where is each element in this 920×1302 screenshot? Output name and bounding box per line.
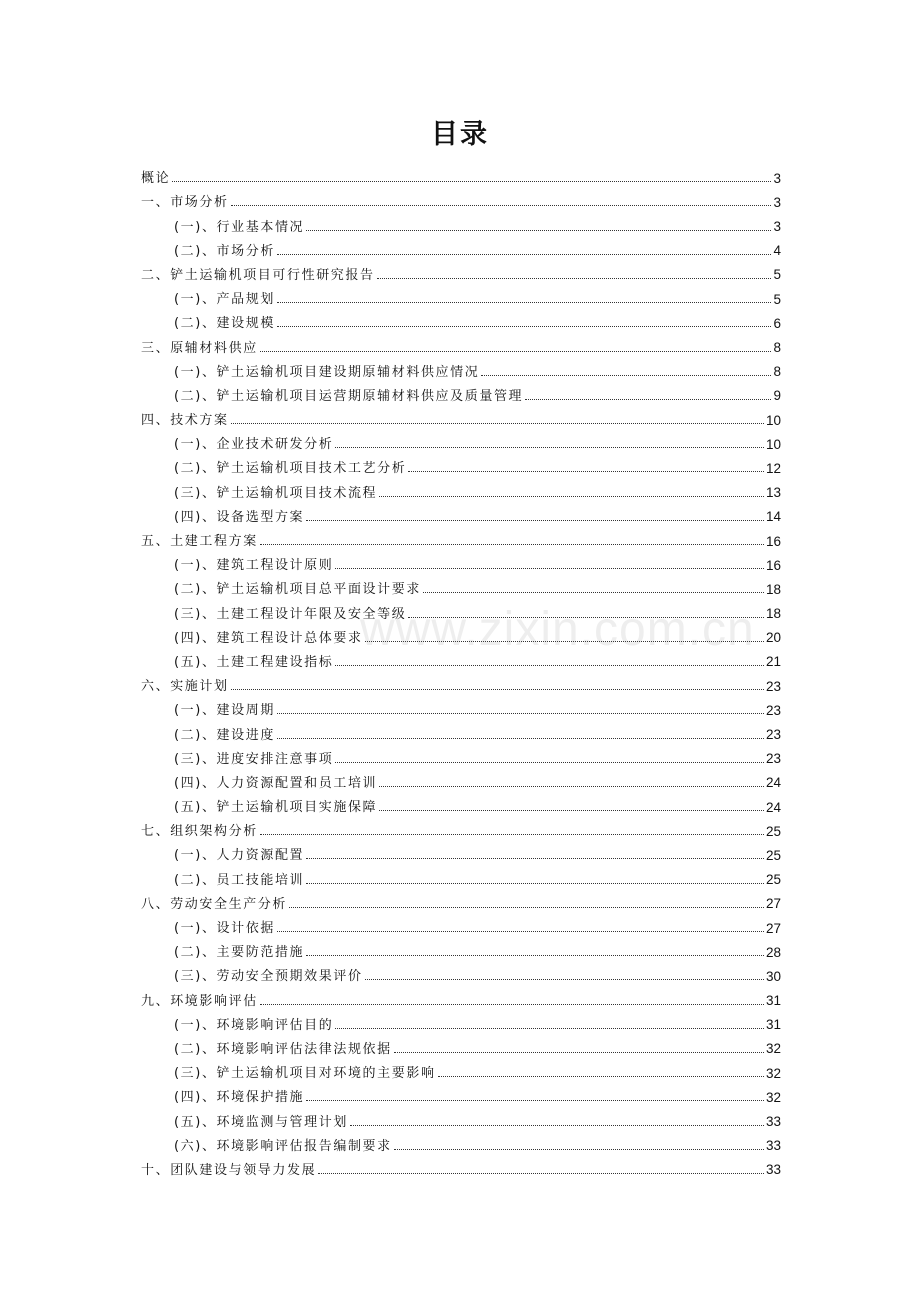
- toc-entry-page-number: 31: [765, 993, 781, 1009]
- dot-leader: [277, 931, 764, 932]
- toc-entry-title: 六、实施计划: [141, 679, 229, 695]
- toc-entry[interactable]: [141, 862, 781, 886]
- dot-leader: [423, 592, 764, 593]
- toc-entry-title: (四)、环境保护措施: [174, 1090, 305, 1106]
- toc-entry-title: (一)、铲土运输机项目建设期原辅材料供应情况: [174, 364, 480, 380]
- dot-leader: [306, 883, 764, 884]
- toc-entry[interactable]: [141, 330, 781, 354]
- toc-entry-title: (一)、设计依据: [174, 921, 275, 936]
- toc-entry-page-number: 28: [765, 944, 781, 960]
- dot-leader: [394, 1052, 764, 1053]
- toc-entry[interactable]: [141, 790, 781, 814]
- toc-entry-title: (一)、行业基本情况: [174, 219, 305, 235]
- toc-entry-title: (三)、进度安排注意事项: [174, 751, 334, 767]
- dot-leader: [335, 762, 764, 763]
- toc-entry-page-number: 32: [765, 1089, 781, 1105]
- toc-entry[interactable]: [141, 427, 781, 451]
- dot-leader: [306, 955, 764, 956]
- dot-leader: [335, 447, 764, 448]
- watermark: www.zixin.com.cn: [360, 603, 755, 656]
- dot-leader: [350, 1125, 764, 1126]
- toc-entry[interactable]: [141, 887, 781, 911]
- toc-entry-title: 二、铲土运输机项目可行性研究报告: [141, 267, 375, 283]
- dot-leader: [277, 254, 772, 255]
- toc-entry-page-number: 10: [765, 436, 781, 452]
- toc-entry[interactable]: [141, 1008, 781, 1032]
- toc-entry-page-number: 14: [765, 509, 781, 525]
- toc-entry-title: (三)、土建工程设计年限及安全等级: [174, 606, 407, 622]
- toc-entry-title: (二)、主要防范措施: [174, 945, 305, 961]
- dot-leader: [260, 1004, 764, 1005]
- dot-leader: [306, 858, 764, 859]
- dot-leader: [231, 423, 764, 424]
- toc-entry-page-number: 33: [765, 1114, 781, 1129]
- toc-entry-page-number: 10: [765, 412, 781, 428]
- toc-entry-page-number: 25: [765, 872, 781, 888]
- toc-entry-title: (二)、铲土运输机项目运营期原辅材料供应及质量管理: [174, 388, 524, 404]
- toc-entry-page-number: 24: [765, 775, 781, 791]
- toc-entry[interactable]: [141, 524, 781, 548]
- toc-entry-page-number: 4: [773, 243, 781, 259]
- dot-leader: [289, 907, 764, 908]
- toc-entry-page-number: 32: [765, 1065, 781, 1081]
- toc-entry-page-number: 23: [765, 727, 781, 742]
- toc-entry[interactable]: [141, 209, 781, 233]
- dot-leader: [335, 665, 764, 666]
- toc-entry-page-number: 27: [765, 896, 781, 912]
- toc-entry-title: 八、劳动安全生产分析: [141, 896, 288, 912]
- toc-entry-title: (二)、建设规模: [174, 316, 275, 332]
- toc-entry[interactable]: [141, 234, 781, 258]
- toc-entry[interactable]: [141, 911, 781, 935]
- dot-leader: [408, 471, 764, 472]
- toc-entry-page-number: 23: [765, 678, 781, 694]
- toc-entry-title: 七、组织架构分析: [141, 824, 258, 840]
- toc-entry-title: (四)、建筑工程设计总体要求: [174, 630, 363, 646]
- toc-entry-title: (四)、设备选型方案: [174, 509, 305, 525]
- dot-leader: [379, 786, 764, 787]
- table-of-contents: [141, 161, 781, 1177]
- toc-entry-page-number: 21: [765, 654, 781, 670]
- toc-entry[interactable]: [141, 1056, 781, 1080]
- toc-entry-title: 一、市场分析: [141, 195, 229, 211]
- toc-entry-page-number: 18: [765, 606, 781, 622]
- toc-entry-title: (六)、环境影响评估报告编制要求: [174, 1138, 392, 1154]
- toc-entry[interactable]: [141, 693, 781, 717]
- toc-entry-title: (三)、铲土运输机项目对环境的主要影响: [174, 1066, 436, 1082]
- dot-leader: [394, 1149, 764, 1150]
- dot-leader: [318, 1173, 764, 1174]
- toc-entry-title: (二)、建设进度: [174, 727, 275, 743]
- toc-entry-title: (五)、环境监测与管理计划: [174, 1114, 348, 1130]
- toc-entry[interactable]: [141, 403, 781, 427]
- toc-entry-page-number: 3: [773, 219, 781, 235]
- toc-entry[interactable]: [141, 983, 781, 1007]
- toc-entry[interactable]: [141, 379, 781, 403]
- dot-leader: [306, 230, 771, 231]
- toc-entry-title: (二)、铲土运输机项目总平面设计要求: [174, 582, 421, 598]
- toc-entry[interactable]: [141, 1129, 781, 1153]
- dot-leader: [365, 979, 764, 980]
- dot-leader: [277, 326, 772, 327]
- dot-leader: [335, 568, 764, 569]
- toc-entry-title: (五)、土建工程建设指标: [174, 654, 334, 670]
- toc-entry-title: (二)、环境影响评估法律法规依据: [174, 1041, 392, 1057]
- toc-entry[interactable]: [141, 766, 781, 790]
- toc-entry-title: (一)、产品规划: [174, 292, 275, 308]
- toc-entry[interactable]: [141, 742, 781, 766]
- toc-entry-title: 四、技术方案: [141, 413, 229, 429]
- toc-entry-page-number: 27: [765, 920, 781, 936]
- toc-entry[interactable]: [141, 814, 781, 838]
- toc-entry-title: (二)、铲土运输机项目技术工艺分析: [174, 461, 407, 477]
- toc-entry-page-number: 25: [765, 847, 781, 863]
- toc-entry[interactable]: [141, 1032, 781, 1056]
- toc-entry[interactable]: [141, 185, 781, 209]
- toc-entry-title: (二)、员工技能培训: [174, 872, 305, 888]
- toc-entry-title: (五)、铲土运输机项目实施保障: [174, 800, 378, 816]
- toc-entry[interactable]: [141, 1104, 781, 1128]
- toc-entry[interactable]: [141, 1080, 781, 1104]
- toc-entry-title: (二)、市场分析: [174, 243, 275, 259]
- dot-leader: [231, 689, 764, 690]
- dot-leader: [525, 399, 771, 400]
- dot-leader: [277, 302, 772, 303]
- toc-entry-title: 九、环境影响评估: [141, 993, 258, 1009]
- dot-leader: [277, 738, 764, 739]
- toc-entry-page-number: 31: [765, 1017, 781, 1033]
- toc-entry-page-number: 30: [765, 968, 781, 984]
- dot-leader: [379, 810, 764, 811]
- toc-entry-page-number: 16: [765, 557, 781, 573]
- toc-entry-title: 十、团队建设与领导力发展: [141, 1162, 317, 1178]
- toc-entry[interactable]: [141, 548, 781, 572]
- toc-entry[interactable]: [141, 669, 781, 693]
- toc-entry-page-number: 9: [773, 388, 781, 404]
- toc-entry-page-number: 5: [773, 267, 781, 283]
- toc-entry-title: (一)、环境影响评估目的: [174, 1017, 334, 1033]
- toc-entry-title: (一)、建设周期: [174, 703, 275, 719]
- toc-entry-title: (三)、劳动安全预期效果评价: [174, 969, 363, 985]
- dot-leader: [172, 181, 771, 182]
- toc-entry[interactable]: [141, 451, 781, 475]
- toc-entry-page-number: 3: [773, 194, 781, 210]
- toc-entry-title: (一)、建筑工程设计原则: [174, 558, 334, 574]
- toc-entry[interactable]: [141, 500, 781, 524]
- toc-entry-page-number: 8: [773, 364, 781, 380]
- toc-entry[interactable]: [141, 1153, 781, 1177]
- toc-entry-page-number: 13: [765, 485, 781, 501]
- toc-entry-page-number: 25: [765, 823, 781, 839]
- toc-entry[interactable]: [141, 959, 781, 983]
- toc-entry[interactable]: [141, 572, 781, 596]
- dot-leader: [260, 351, 772, 352]
- toc-entry[interactable]: [141, 838, 781, 862]
- toc-entry-page-number: 33: [765, 1162, 781, 1178]
- page-title: 目录: [431, 119, 489, 150]
- toc-entry-title: (一)、人力资源配置: [174, 848, 305, 864]
- toc-entry-page-number: 32: [765, 1041, 781, 1057]
- toc-entry-page-number: 5: [773, 291, 781, 307]
- dot-leader: [231, 205, 772, 206]
- toc-entry-title: (四)、人力资源配置和员工培训: [174, 775, 378, 791]
- toc-entry-page-number: 20: [765, 630, 781, 646]
- toc-entry-page-number: 24: [765, 799, 781, 815]
- toc-entry-page-number: 23: [765, 702, 781, 718]
- dot-leader: [260, 544, 764, 545]
- dot-leader: [277, 713, 764, 714]
- toc-entry[interactable]: [141, 355, 781, 379]
- dot-leader: [335, 1028, 764, 1029]
- toc-entry[interactable]: [141, 258, 781, 282]
- toc-entry-title: (一)、企业技术研发分析: [174, 437, 334, 453]
- toc-entry-title: 三、原辅材料供应: [141, 340, 258, 356]
- toc-entry[interactable]: [141, 161, 781, 185]
- toc-entry[interactable]: [141, 306, 781, 330]
- toc-entry-page-number: 3: [773, 170, 781, 186]
- dot-leader: [260, 834, 764, 835]
- toc-entry[interactable]: [141, 935, 781, 959]
- dot-leader: [306, 1100, 764, 1101]
- dot-leader: [481, 375, 771, 376]
- toc-entry-page-number: 23: [765, 751, 781, 767]
- dot-leader: [379, 496, 764, 497]
- toc-entry-title: (三)、铲土运输机项目技术流程: [174, 485, 378, 501]
- toc-entry-page-number: 33: [765, 1138, 781, 1154]
- toc-entry[interactable]: [141, 282, 781, 306]
- toc-entry-page-number: 16: [765, 533, 781, 549]
- dot-leader: [306, 520, 764, 521]
- dot-leader: [438, 1076, 764, 1077]
- toc-entry-title: 概论: [141, 171, 171, 187]
- toc-entry[interactable]: [141, 475, 781, 499]
- toc-entry[interactable]: [141, 717, 781, 741]
- toc-entry-page-number: 12: [765, 460, 781, 476]
- toc-entry-page-number: 6: [773, 315, 781, 331]
- toc-entry-page-number: 18: [765, 581, 781, 597]
- toc-entry-title: 五、土建工程方案: [141, 534, 258, 549]
- toc-entry-page-number: 8: [773, 340, 781, 355]
- dot-leader: [377, 278, 772, 279]
